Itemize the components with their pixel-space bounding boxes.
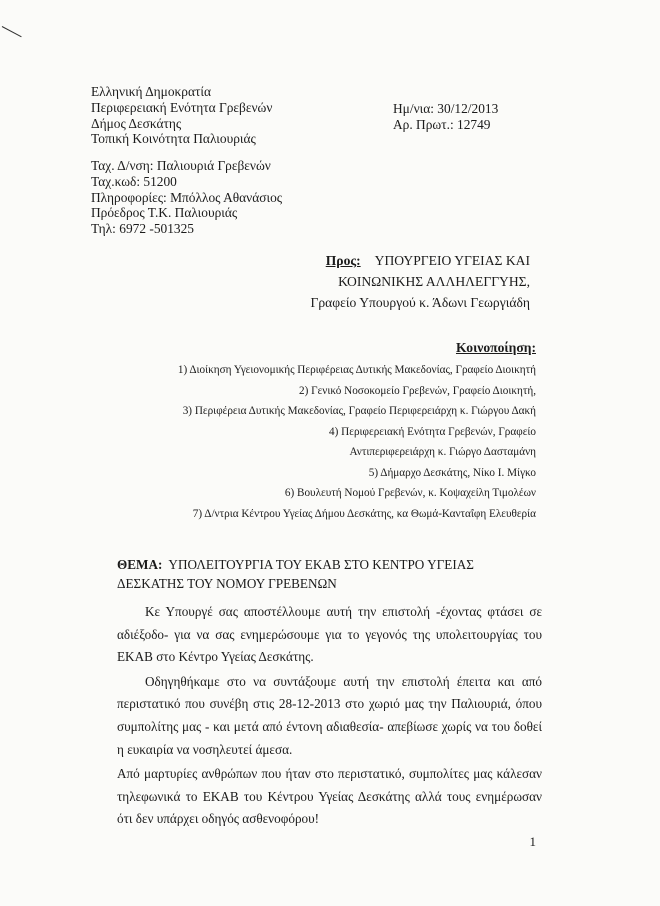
subject-line (117, 555, 537, 593)
contact-line: Πρόεδρος Τ.Κ. Παλιουριάς (91, 205, 238, 221)
body-paragraph: Οδηγηθήκαμε στο να συντάξουμε αυτή την επιστολή έπειτα και από περιστατικό που συνέβη στις 28-12-2013 στο χωριό μας την Παλιουριά, όπου συμπολίτης μας - και μετά από έντονη αδιαθεσία- απεβίωσε χωρίς να του δοθεί η ευκαιρία να νοσηλευτεί άμεσα. (117, 673, 542, 757)
recipient-label: Προς: (325, 253, 361, 268)
cc-item: Αντιπεριφερειάρχη κ. Γιώργο Δασταμάνη (349, 446, 536, 458)
contact-line: Ταχ.κωδ: 51200 (91, 173, 177, 189)
body-paragraph: Από μαρτυρίες ανθρώπων που ήταν στο περιστατικό, συμπολίτες μας κάλεσαν τηλεφωνικά το ΕΚΑΒ του Κέντρου Υγείας Δεσκάτης αλλά τους ενημέρωσαν ότι δεν υπάρχει οδηγός ασθενοφόρου! (117, 766, 542, 827)
contact-line: Ταχ. Δ/νση: Παλιουριά Γρεβενών (91, 158, 271, 173)
protocol-number: Αρ. Πρωτ.: 12749 (393, 117, 491, 132)
sender-line: Δήμος Δεσκάτης (91, 115, 182, 131)
contact-block (91, 158, 282, 237)
cc-item: 3) Περιφέρεια Δυτικής Μακεδονίας, Γραφείο Περιφερειάρχη κ. Γιώργου Δακή (182, 405, 536, 417)
pen-stroke-mark (2, 26, 22, 37)
sender-line: Τοπική Κοινότητα Παλιουριάς (91, 131, 256, 147)
subject-text: ΥΠΟΛΕΙΤΟΥΡΓΙΑ ΤΟΥ ΕΚΑΒ ΣΤΟ ΚΕΝΤΡΟ ΥΓΕΙΑΣ ΔΕΣΚΑΤΗΣ ΤΟΥ ΝΟΜΟΥ ΓΡΕΒΕΝΩΝ (117, 557, 474, 591)
recipient-block (311, 250, 530, 313)
cc-item: 7) Δ/ντρια Κέντρου Υγείας Δήμου Δεσκάτης, κα Θωμά-Κανταΐφη Ελευθερία (192, 507, 536, 520)
cc-item: 1) Διοίκηση Υγειονομικής Περιφέρειας Δυτικής Μακεδονίας, Γραφείο Διοικητή (177, 364, 536, 376)
subject-label: ΘΕΜΑ: (117, 557, 163, 572)
cc-list (96, 360, 536, 524)
sender-line: Περιφερειακή Ενότητα Γρεβενών (91, 99, 273, 115)
cc-label: Κοινοποίηση: (455, 340, 536, 355)
letter-meta (393, 101, 498, 133)
contact-line: Τηλ: 6972 -501325 (91, 221, 195, 237)
cc-item: 5) Δήμαρχο Δεσκάτης, Νίκο Ι. Μίγκο (368, 466, 536, 479)
cc-item: 6) Βουλευτή Νομού Γρεβενών, κ. Κοψαχείλη Τιμολέων (284, 487, 536, 499)
recipient-line: ΥΠΟΥΡΓΕΙΟ ΥΓΕΙΑΣ ΚΑΙ (374, 253, 530, 268)
body-paragraph: Κε Υπουργέ σας αποστέλλουμε αυτή την επιστολή -έχοντας φτάσει σε αδιέξοδο- για να σας ενημερώσουμε για το γεγονός της υπολειτουργίας του ΕΚΑΒ στο Κέντρο Υγείας Δεσκάτης. (117, 604, 542, 665)
cc-item: 4) Περιφερειακή Ενότητα Γρεβενών, Γραφείο (329, 425, 536, 438)
letter-body (117, 601, 542, 833)
recipient-line: Γραφείο Υπουργού κ. Άδωνι Γεωργιάδη (310, 295, 530, 310)
recipient-line: ΚΟΙΝΩΝΙΚΗΣ ΑΛΛΗΛΕΓΓΥΗΣ, (338, 274, 530, 289)
contact-line: Πληροφορίες: Μπόλλος Αθανάσιος (91, 189, 283, 205)
sender-line: Ελληνική Δημοκρατία (91, 84, 211, 99)
letter-date: Ημ/νια: 30/12/2013 (393, 101, 499, 116)
page-number: 1 (529, 834, 536, 849)
sender-block (91, 84, 272, 147)
cc-item: 2) Γενικό Νοσοκομείο Γρεβενών, Γραφείο Διοικητή, (298, 384, 536, 397)
